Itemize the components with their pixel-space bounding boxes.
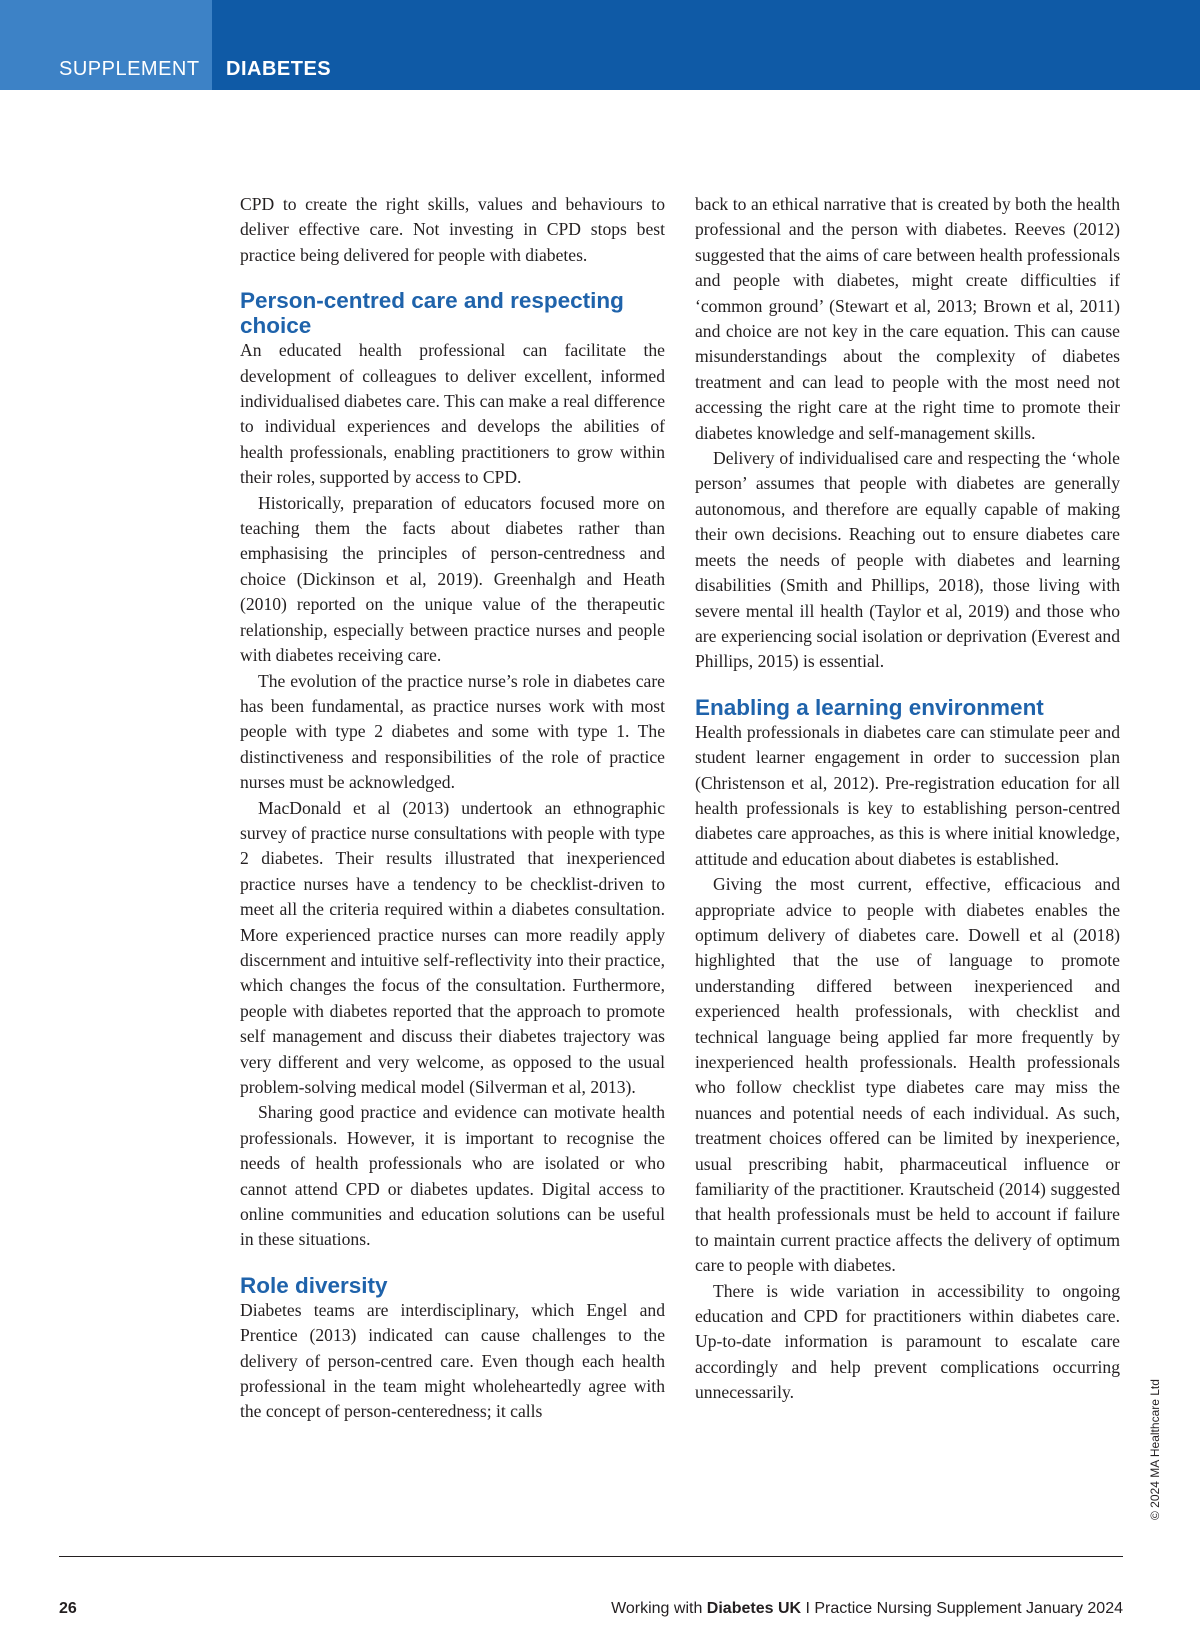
footer-divider <box>59 1556 1123 1557</box>
left-column <box>240 192 665 1425</box>
body-paragraph: An educated health professional can facilitate the development of colleagues to deliver excellent, informed individualised diabetes care. This can make a real difference to individual experiences and develops the abilities of health professionals, enabling practitioners to grow within their roles, supported by access to CPD. <box>240 340 665 488</box>
body-paragraph: Historically, preparation of educators focused more on teaching them the facts about diabetes rather than emphasising the principles of person-centredness and choice (Dickinson et al, 2019). Greenhalgh and Heath (2010) reported on the unique value of the therapeutic relationship, especially between practice nurses and people with diabetes receiving care. <box>240 492 665 666</box>
body-paragraph: MacDonald et al (2013) undertook an ethnographic survey of practice nurse consultations with people with type 2 diabetes. Their results illustrated that inexperienced practice nurses have a tendency to be checklist-driven to meet all the criteria required within a diabetes consultation. More experienced practice nurses can more readily apply discernment and intuitive self-reflectivity into their practice, which changes the focus of the consultation. Furthermore, people with diabetes reported that the approach to promote self management and discuss their diabetes trajectory was very different and very welcome, as opposed to the usual problem-solving medical model (Silverman et al, 2013). <box>240 797 665 1097</box>
heading-role-diversity: Role diversity <box>240 1272 388 1298</box>
body-paragraph: There is wide variation in accessibility to ongoing education and CPD for practitioners within diabetes care. Up-to-date information is paramount to escalate care accordingly and help prevent complications occurring unnecessarily. <box>695 1280 1120 1403</box>
page-number: 26 <box>59 1600 77 1617</box>
topic-label: DIABETES <box>226 58 332 80</box>
body-paragraph: The evolution of the practice nurse’s role in diabetes care has been fundamental, as practice nurses work with most people with type 2 diabetes and some with type 1. The distinctiveness and responsibilities of the role of practice nurses must be acknowledged. <box>240 670 665 793</box>
body-paragraph: Delivery of individualised care and respecting the ‘whole person’ assumes that people with diabetes are generally autonomous, and therefore are equally capable of making their own decisions. Reaching out to ensure diabetes care meets the needs of people with diabetes and learning disabilities (Smith and Phillips, 2018), those living with severe mental ill health (Taylor et al, 2019) and those who are experiencing social isolation or deprivation (Everest and Phillips, 2015) is essential. <box>695 448 1120 672</box>
right-column <box>695 192 1120 1406</box>
copyright-notice: © 2024 MA Healthcare Ltd <box>1148 1379 1162 1520</box>
footer-brand: Diabetes UK <box>706 1600 802 1617</box>
footer-prefix: Working with <box>611 1600 707 1617</box>
footer-publication <box>611 1600 1123 1618</box>
heading-learning-environment: Enabling a learning environment <box>695 694 1044 720</box>
section-label: SUPPLEMENT <box>59 58 200 80</box>
heading-person-centred-care: Person-centred care and respecting choice <box>240 288 624 339</box>
intro-paragraph: CPD to create the right skills, values and behaviours to deliver effective care. Not investing in CPD stops best practice being delivered for people with diabetes. <box>240 194 665 265</box>
body-paragraph: Giving the most current, effective, efficacious and appropriate advice to people with diabetes enables the optimum delivery of diabetes care. Dowell et al (2018) highlighted that the use of language to promote understanding differed between inexperienced and experienced health professionals, with checklist and technical language being applied far more frequently by inexperienced health professionals. Health professionals who follow checklist type diabetes care may miss the nuances and potential needs of each individual. As such, treatment choices offered can be limited by inexperience, usual prescribing habit, pharmaceutical influence or familiarity of the practitioner. Krautscheid (2014) suggested that health professionals must be held to account if failure to maintain current practice affects the delivery of optimum care to people with diabetes. <box>695 874 1120 1276</box>
body-paragraph: Diabetes teams are interdisciplinary, which Engel and Prentice (2013) indicated can cause challenges to the delivery of person-centred care. Even though each health professional in the team might wholeheartedly agree with the concept of person-centeredness; it calls <box>240 1299 665 1422</box>
footer-suffix: I Practice Nursing Supplement January 2024 <box>801 1600 1123 1617</box>
body-paragraph: Sharing good practice and evidence can motivate health professionals. However, it is important to recognise the needs of health professionals who are isolated or who cannot attend CPD or diabetes updates. Digital access to online communities and education solutions can be useful in these situations. <box>240 1102 665 1250</box>
body-paragraph: back to an ethical narrative that is created by both the health professional and the person with diabetes. Reeves (2012) suggested that the aims of care between health professionals and people with diabetes, might create difficulties if ‘common ground’ (Stewart et al, 2013; Brown et al, 2011) and choice are not key in the care equation. This can cause misunderstandings about the complexity of diabetes treatment and can lead to people with the most need not accessing the right care at the right time to promote their diabetes knowledge and self-management skills. <box>695 194 1120 443</box>
body-paragraph: Health professionals in diabetes care can stimulate peer and student learner engagement in order to succession plan (Christenson et al, 2012). Pre-registration education for all health professionals is key to establishing person-centred diabetes care approaches, as this is where initial knowledge, attitude and education about diabetes is established. <box>695 721 1120 869</box>
